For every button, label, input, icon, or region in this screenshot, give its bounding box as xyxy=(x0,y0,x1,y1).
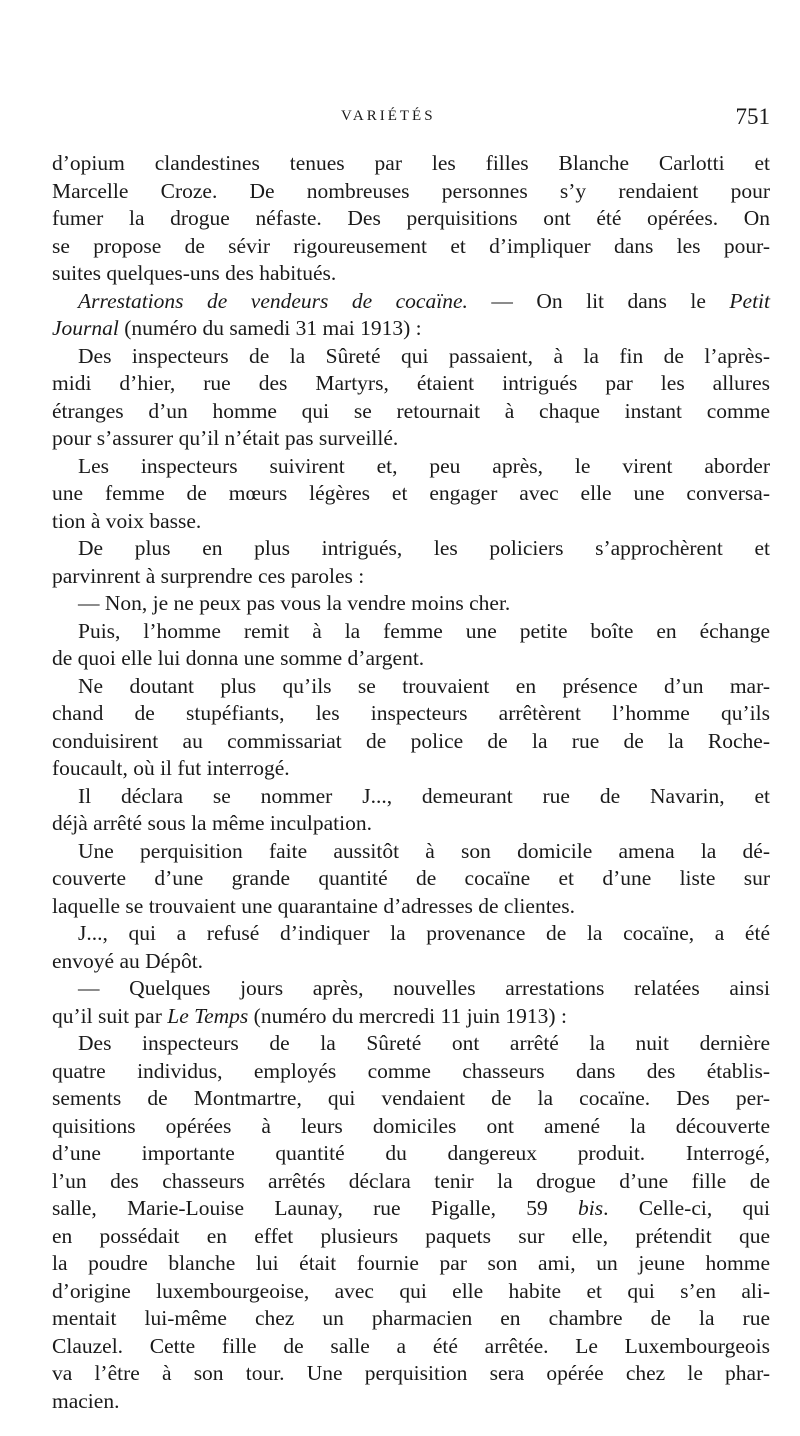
text-line: Il déclara se nommer J..., demeurant rue de Navarin, et xyxy=(78,783,770,808)
text-line: Une perquisition faite aussitôt à son domicile amena la dé- xyxy=(78,838,770,863)
text-line: en possédait en effet plusieurs paquets sur elle, prétendit que xyxy=(52,1223,770,1248)
text-line: Marcelle Croze. De nombreuses personnes s’y rendaient pour xyxy=(52,178,770,203)
text-line: parvinrent à surprendre ces paroles : xyxy=(52,563,365,588)
text-line: midi d’hier, rue des Martyrs, étaient intrigués par les allures xyxy=(52,371,770,395)
text-line: sements de Montmartre, qui vendaient de la cocaïne. Des per- xyxy=(52,1086,770,1110)
page-number: 751 xyxy=(735,104,770,129)
text-line: Les inspecteurs suivirent et, peu après, le virent aborder xyxy=(78,453,770,478)
text-line: mentait lui-même chez un pharmacien en chambre de la rue xyxy=(52,1306,770,1330)
text-span: salle, Marie-Louise Launay, rue Pigalle, 59 xyxy=(52,1196,579,1220)
text-span: — On lit dans le xyxy=(467,288,730,313)
italic-text: bis xyxy=(578,1196,604,1220)
text-span: (numéro du mercredi 11 juin 1913) : xyxy=(248,1003,567,1028)
text-line: Des inspecteurs de la Sûreté ont arrêté la nuit dernière xyxy=(78,1031,770,1055)
text-line: d’opium clandestines tenues par les filles Blanche Carlotti et xyxy=(52,151,770,175)
italic-text: Le Temps xyxy=(167,1003,249,1028)
text-line: — Non, je ne peux pas vous la vendre moins cher. xyxy=(78,591,511,615)
text-line: fumer la drogue néfaste. Des perquisitions ont été opérées. On xyxy=(52,206,770,230)
text-line xyxy=(52,315,770,343)
text-line: quisitions opérées à leurs domiciles ont amené la découverte xyxy=(52,1113,770,1138)
text-line: chand de stupéfiants, les inspecteurs arrêtèrent l’homme qu’ils xyxy=(52,701,770,725)
page-header xyxy=(52,104,770,138)
italic-text: Arrestations de vendeurs de cocaïne. xyxy=(78,288,468,313)
text-line: laquelle se trouvaient une quarantaine d’adresses de clientes. xyxy=(52,893,575,918)
text-line: Des inspecteurs de la Sûreté qui passaient, à la fin de l’après- xyxy=(78,343,770,368)
text-line: se propose de sévir rigoureusement et d’impliquer dans les pour- xyxy=(52,233,770,258)
text-span: . Celle-ci, qui xyxy=(603,1196,770,1220)
text-line: d’une importante quantité du dangereux produit. Interrogé, xyxy=(52,1141,770,1165)
text-span: (numéro du samedi 31 mai 1913) : xyxy=(118,316,422,340)
text-span: qu’il suit par xyxy=(52,1003,168,1028)
text-line: conduisirent au commissariat de police de la rue de la Roche- xyxy=(52,728,770,753)
text-line: étranges d’un homme qui se retournait à chaque instant comme xyxy=(52,398,770,423)
text-line: l’un des chasseurs arrêtés déclara tenir la drogue d’une fille de xyxy=(52,1168,770,1193)
text-line: macien. xyxy=(52,1388,120,1413)
text-line xyxy=(52,288,770,316)
text-line: va l’être à son tour. Une perquisition sera opérée chez le phar- xyxy=(52,1361,770,1385)
text-line: Puis, l’homme remit à la femme une petite boîte en échange xyxy=(78,618,770,643)
text-line: la poudre blanche lui était fournie par son ami, un jeune homme xyxy=(52,1251,770,1275)
text-line: tion à voix basse. xyxy=(52,508,202,533)
article-body xyxy=(52,150,770,1415)
text-line: foucault, où il fut interrogé. xyxy=(52,756,290,780)
italic-text: Petit xyxy=(729,288,770,313)
running-head: VARIÉTÉS xyxy=(341,108,436,124)
text-line: envoyé au Dépôt. xyxy=(52,948,204,973)
text-line: Clauzel. Cette fille de salle a été arrêtée. Le Luxembourgeois xyxy=(52,1333,770,1358)
text-line: déjà arrêté sous la même inculpation. xyxy=(52,811,372,835)
text-line: suites quelques-uns des habitués. xyxy=(52,261,337,285)
text-line: quatre individus, employés comme chasseurs dans des établis- xyxy=(52,1058,770,1083)
text-line: une femme de mœurs légères et engager avec elle une conversa- xyxy=(52,481,770,505)
text-line: J..., qui a refusé d’indiquer la provenance de la cocaïne, a été xyxy=(78,921,770,945)
text-line: Ne doutant plus qu’ils se trouvaient en présence d’un mar- xyxy=(78,673,770,698)
text-line xyxy=(52,1195,770,1223)
italic-text: Journal xyxy=(52,316,119,340)
text-line: d’origine luxembourgeoise, avec qui elle habite et qui s’en ali- xyxy=(52,1278,770,1303)
text-line xyxy=(52,1003,770,1031)
text-line: De plus en plus intrigués, les policiers s’approchèrent et xyxy=(78,536,770,560)
text-line: — Quelques jours après, nouvelles arrestations relatées ainsi xyxy=(78,976,770,1000)
text-line: de quoi elle lui donna une somme d’argent. xyxy=(52,646,425,670)
text-line: couverte d’une grande quantité de cocaïne et d’une liste sur xyxy=(52,866,770,890)
book-page xyxy=(52,0,770,1436)
text-line: pour s’assurer qu’il n’était pas surveillé. xyxy=(52,426,399,450)
